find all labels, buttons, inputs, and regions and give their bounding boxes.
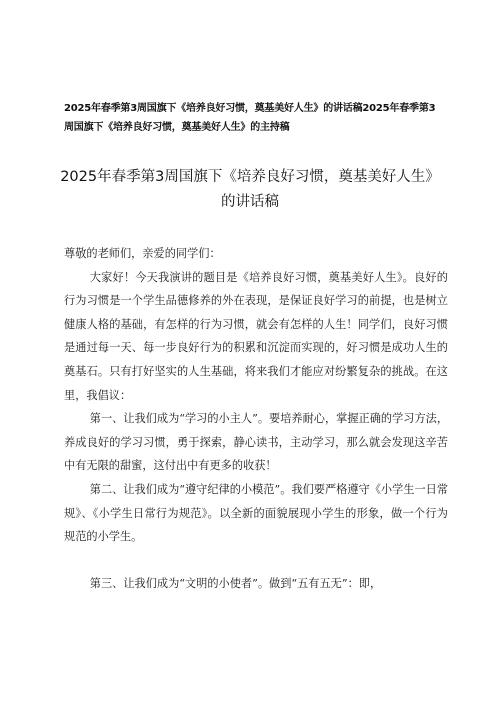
speech-title: 2025年春季第3周国旗下《培养良好习惯，奠基美好人生》的讲话稿: [60, 169, 440, 210]
greeting: 尊敬的老师们，亲爱的同学们：: [64, 247, 221, 260]
document-header-title: 2025年春季第3周国旗下《培养良好习惯，奠基美好人生》的讲话稿2025年春季第3周国旗下《培养良好习惯，奠基美好人生》的主持稿: [64, 103, 436, 133]
paragraph-point-3: 第三、让我们成为“文明的小使者”。做到“五有五无”：即，: [89, 576, 382, 590]
speech-body: [64, 242, 448, 595]
paragraph-point-1: 第一、让我们成为“学习的小主人”。要培养耐心，掌握正确的学习方法，养成良好的学习习惯，勇于探索，静心读书，主动学习，那么就会发现这辛苦中有无限的甜蜜，这付出中有更多的收获！: [64, 412, 449, 473]
paragraph-intro: 大家好！今天我演讲的题目是《培养良好习惯，奠基美好人生》。良好的行为习惯是一个学生品德修养的外在表现，是保证良好学习的前提，也是树立健康人格的基础，有怎样的行为习惯，就会有怎样的人生！同学们，良好习惯是通过每一天、每一步良好行为的积累和沉淀而实现的，好习惯是成功人生的奠基石。只有打好坚实的人生基础，将来我们才能应对纷繁复杂的挑战。在这里，我倡议：: [64, 270, 448, 402]
paragraph-point-2: 第二、让我们成为“遵守纪律的小模范”。我们要严格遵守《小学生一日常规》、《小学生日常行为规范》。以全新的面貌展现小学生的形象，做一个行为规范的小学生。: [64, 482, 449, 544]
